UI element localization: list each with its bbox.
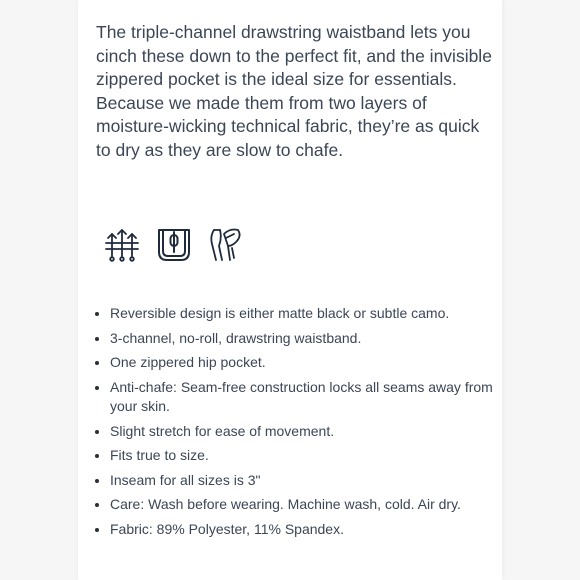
list-item: • Care: Wash before wearing. Machine wash, cold. Air dry. — [110, 495, 510, 515]
list-item: • Reversible design is either matte black or subtle camo. — [110, 304, 510, 324]
list-item: • Fits true to size. — [110, 446, 510, 466]
product-description-card — [78, 0, 502, 580]
list-item: • Inseam for all sizes is 3" — [110, 471, 510, 491]
list-item: • Slight stretch for ease of movement. — [110, 422, 510, 442]
anti-chafe-icon — [206, 224, 246, 264]
list-item: • Fabric: 89% Polyester, 11% Spandex. — [110, 520, 510, 540]
list-item: • 3-channel, no-roll, drawstring waistband. — [110, 329, 510, 349]
feature-list — [92, 304, 510, 544]
list-item: • One zippered hip pocket. — [110, 353, 510, 373]
moisture-wicking-icon — [102, 224, 142, 264]
zippered-pocket-icon — [154, 224, 194, 264]
product-description-text: The triple-channel drawstring waistband lets you cinch these down to the perfect fit, and the invisible zippered pocket is the ideal size for essentials. Because we made them from two layers of moisture-wicking technical fabric, they’re as quick to dry as they are slow to chafe. — [96, 22, 492, 160]
feature-icons-row — [102, 224, 258, 264]
list-item: • Anti-chafe: Seam-free construction locks all seams away from your skin. — [110, 378, 510, 417]
